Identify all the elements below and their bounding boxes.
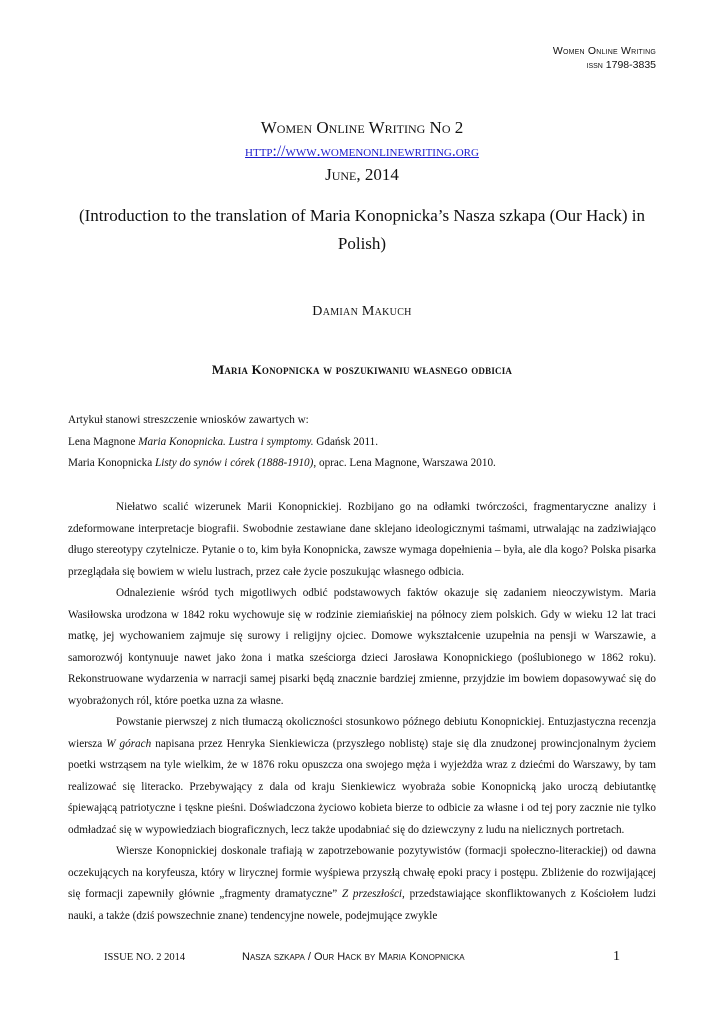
body-paragraph-2: Odnalezienie wśród tych migotliwych odbić podstawowych faktów okazuje się zadaniem nieoczywistym. Maria Wasiłowska urodzona w 1842 roku wychowuje się w rodzinie ziemiańskiej na północy ziem polskich. Gdy w wieku 12 lat traci matkę, jej wychowaniem zajmuje się surowy i religijny ojciec. Domowe wykształcenie uzupełnia na pensji w Warszawie, a samorozwój kontynuuje nawet jako żona i matka sześciorga dzieci Jarosława Konopnickiego (poślubionego w 1862 roku). Rekonstruowane wydarzenia w narracji samej pisarki będą znacznie bardziej zmienne, przyjdzie im bowiem dopasowywać się do wyobrażonych ról, które poetka uzna za własne. [68, 587, 656, 707]
author-name: Damian Makuch [312, 304, 412, 319]
footer-issue: ISSUE NO. 2 2014 [104, 952, 186, 963]
p4-text-b: przedstawiające skonfliktowanych z Kościołem ludzi nauki, a także (dziś powszechnie znane) tendencyjne nowele, podejmujące zwykle [68, 888, 657, 922]
header-issn [553, 58, 656, 72]
body-paragraph-4 [68, 841, 656, 927]
source-reference-2 [68, 453, 496, 475]
header-journal-name: Women Online Writing [552, 45, 656, 57]
sources-block [68, 410, 496, 475]
p4-text-a: Wiersze Konopnickiej doskonale trafiają w zapotrzebowanie pozytywistów (formacji społeczno-literackiej) od dawna oczekujących na koryfeusza, który w lirycznej formie wyśpiewa przyszłą chwałę epoki pracy i postępu. Zbliżenie do rozwijającej się formacji zapewniły głównie „fragmenty dramatyczne” [68, 845, 656, 900]
ref2-title: Listy do synów i córek (1888-1910) [155, 457, 314, 469]
page-footer [104, 950, 620, 966]
article-title: Maria Konopnicka w poszukiwaniu własnego odbicia [211, 362, 513, 377]
journal-block [0, 116, 724, 186]
p3-text-b: napisana przez Henryka Sienkiewicza (przyszłego noblistę) staje się dla znudzonej prowincjonalnym życiem poetki wstrząsem na tyle wielkim, że w 1876 roku opuszcza ona swojego męża i wyjeżdża wraz z dziećmi do Warszawy, by tam realizować się literacko. Przebywający z dala od kraju Sienkiewicz wyobraża sobie Konopnicką jako uroczą debiutantkę śpiewającą patriotyczne i tęskne pieśni. Doświadczona życiowo kobieta bierze to odbicie za własne i od tej pory zacznie nie tylko odmładzać się w wypowiedziach biograficznych, lecz także upodabniać się do dziewczyny z ludu na nielicznych portretach. [68, 737, 657, 836]
page-number: 1 [613, 949, 620, 964]
article-body [68, 497, 656, 927]
p3-text-a: Powstanie pierwszej z nich tłumaczą okoliczności stosunkowo późnego debiutu Konopnickiej. Entuzjastyczna recenzja wiersza [68, 716, 656, 750]
footer-running-title: Nasza szkapa / Our Hack by Maria Konopnicka [242, 951, 465, 963]
running-header [553, 44, 656, 72]
issn-value: 1798-3835 [605, 59, 656, 71]
p4-italic: Z przeszłości, [341, 888, 405, 900]
article-subtitle: (Introduction to the translation of Maria Konopnicka’s Nasza szkapa (Our Hack) in Polish) [78, 206, 645, 253]
ref2-author: Maria Konopnicka [68, 457, 155, 469]
journal-url-link[interactable]: http://www.womenonlinewriting.org [245, 143, 479, 160]
source-reference-1 [68, 432, 496, 454]
body-paragraph-1: Niełatwo scalić wizerunek Marii Konopnickiej. Rozbijano go na odłamki twórczości, fragmentaryczne analizy i zdeformowane interpretacje biografii. Swobodnie zestawiane dane sklejano ideologicznymi taśmami, utrwalając na zadziwiająco długo stereotypy czytelnicze. Pytanie o to, kim była Konopnicka, zawsze wymaga dopełnienia – była, ale dla kogo? Polska pisarka przeglądała się bowiem w wielu lustrach, przez całe życie poszukując własnego odbicia. [68, 501, 656, 578]
sources-intro: Artykuł stanowi streszczenie wniosków zawartych w: [68, 414, 309, 426]
body-paragraph-3 [68, 712, 656, 841]
ref2-rest: , oprac. Lena Magnone, Warszawa 2010. [313, 457, 496, 469]
issn-label: issn [586, 59, 603, 71]
ref1-author: Lena Magnone [68, 435, 139, 448]
ref1-rest: Gdańsk 2011. [313, 435, 379, 448]
journal-title: Women Online Writing No 2 [260, 118, 464, 137]
p3-italic: W górach [106, 737, 152, 750]
ref1-title: Maria Konopnicka. Lustra i symptomy. [138, 435, 314, 448]
journal-date: June, 2014 [325, 165, 399, 184]
